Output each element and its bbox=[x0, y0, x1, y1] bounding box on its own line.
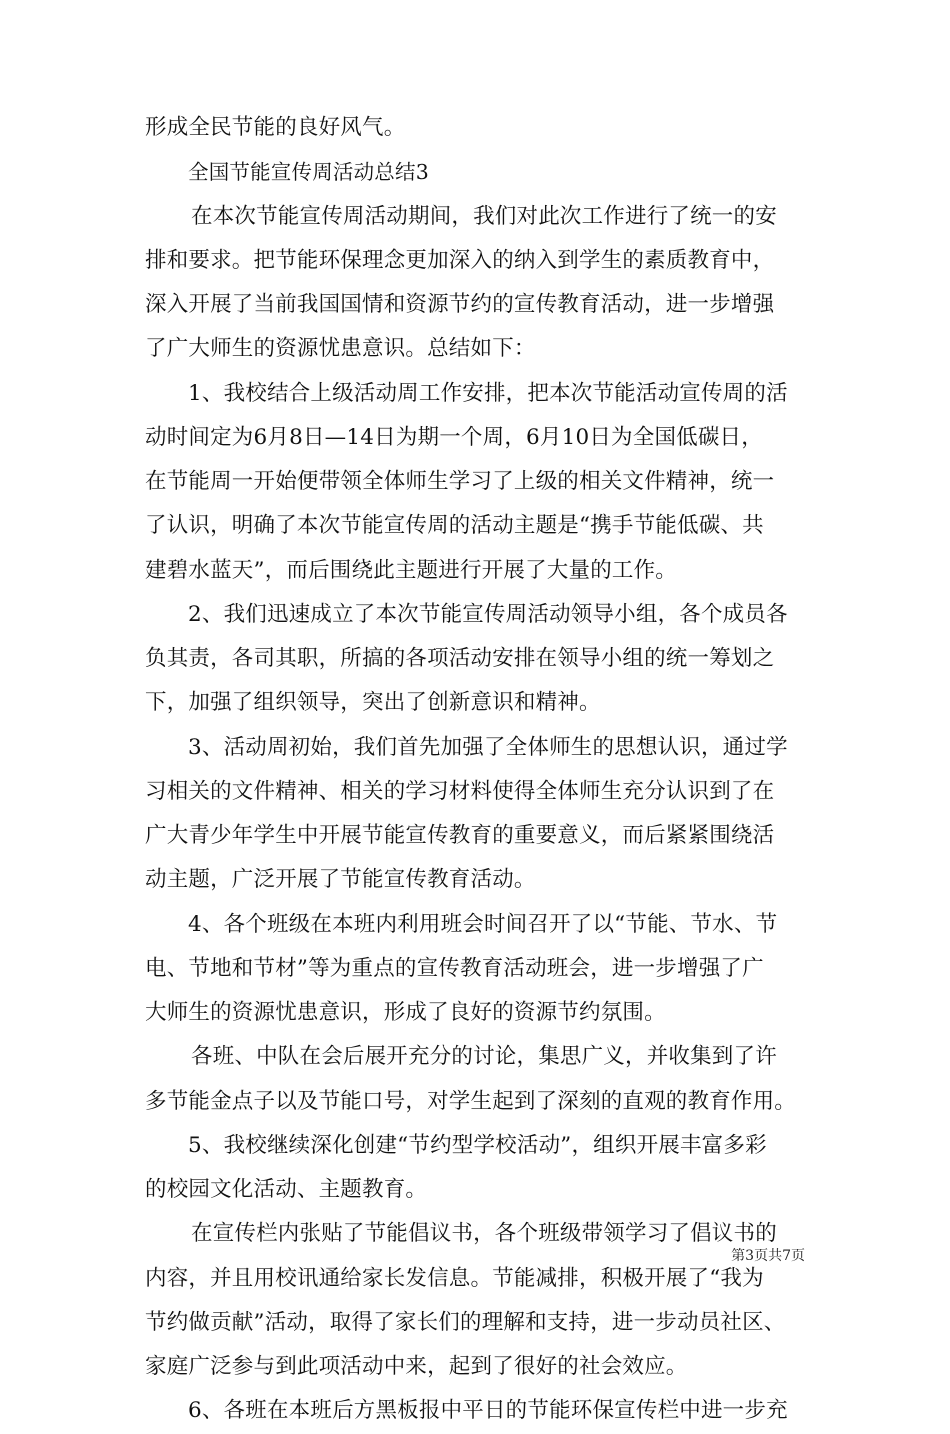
paragraph-line: 负其责，各司其职，所搞的各项活动安排在领导小组的统一筹划之 bbox=[145, 646, 775, 671]
paragraph-line: 广大青少年学生中开展节能宣传教育的重要意义，而后紧紧围绕活 bbox=[145, 823, 775, 848]
paragraph-line: 各班、中队在会后展开充分的讨论，集思广义，并收集到了许 bbox=[191, 1044, 777, 1070]
paragraph-line: 习相关的文件精神、相关的学习材料使得全体师生充分认识到了在 bbox=[145, 778, 775, 804]
paragraph-line: 了广大师生的资源忧患意识。总结如下： bbox=[145, 336, 536, 362]
paragraph-line: 6、各班在本班后方黑板报中平日的节能环保宣传栏中进一步充 bbox=[188, 1398, 788, 1424]
paragraph-line: 在宣传栏内张贴了节能倡议书，各个班级带领学习了倡议书的 bbox=[191, 1221, 777, 1247]
document-body bbox=[145, 106, 807, 1434]
paragraph-line: 下，加强了组织领导，突出了创新意识和精神。 bbox=[145, 690, 601, 716]
paragraph-line: 排和要求。把节能环保理念更加深入的纳入到学生的素质教育中， bbox=[145, 247, 775, 273]
paragraph-line: 在节能周一开始便带领全体师生学习了上级的相关文件精神，统一 bbox=[145, 469, 775, 494]
paragraph-line: 大师生的资源忧患意识，形成了良好的资源节约氛围。 bbox=[145, 1000, 666, 1025]
paragraph-line: 动主题，广泛开展了节能宣传教育活动。 bbox=[145, 867, 536, 893]
paragraph-line: 动时间定为6月8日—14日为期一个周，6月10日为全国低碳日， bbox=[145, 424, 763, 450]
paragraph-line: 内容，并且用校讯通给家长发信息。节能减排，积极开展了“我为 bbox=[145, 1265, 764, 1291]
paragraph-line: 3、活动周初始，我们首先加强了全体师生的思想认识，通过学 bbox=[188, 734, 788, 760]
paragraph-line: 的校园文化活动、主题教育。 bbox=[145, 1177, 428, 1202]
paragraph-line: 节约做贡献”活动，取得了家长们的理解和支持，进一步动员社区、 bbox=[145, 1309, 786, 1335]
paragraph-line: 多节能金点子以及节能口号，对学生起到了深刻的直观的教育作用。 bbox=[145, 1088, 797, 1114]
paragraph-line: 建碧水蓝天”，而后围绕此主题进行开展了大量的工作。 bbox=[145, 557, 677, 583]
paragraph-line: 5、我校继续深化创建“节约型学校活动”，组织开展丰富多彩 bbox=[188, 1132, 767, 1158]
paragraph-line: 家庭广泛参与到此项活动中来，起到了很好的社会效应。 bbox=[145, 1354, 688, 1379]
section-heading: 全国节能宣传周活动总结3 bbox=[188, 160, 429, 185]
paragraph-line: 深入开展了当前我国国情和资源节约的宣传教育活动，进一步增强 bbox=[145, 292, 775, 317]
paragraph-line: 形成全民节能的良好风气。 bbox=[145, 115, 406, 140]
paragraph-line: 了认识，明确了本次节能宣传周的活动主题是“携手节能低碳、共 bbox=[145, 513, 764, 539]
paragraph-line: 4、各个班级在本班内利用班会时间召开了以“节能、节水、节 bbox=[188, 911, 778, 937]
paragraph-line: 1、我校结合上级活动周工作安排，把本次节能活动宣传周的活 bbox=[188, 380, 788, 406]
paragraph-line: 在本次节能宣传周活动期间，我们对此次工作进行了统一的安 bbox=[191, 203, 777, 229]
paragraph-line: 电、节地和节材”等为重点的宣传教育活动班会，进一步增强了广 bbox=[145, 955, 764, 981]
page-number: 第3页共7页 bbox=[731, 1248, 805, 1264]
paragraph-line: 2、我们迅速成立了本次节能宣传周活动领导小组，各个成员各 bbox=[188, 601, 788, 627]
